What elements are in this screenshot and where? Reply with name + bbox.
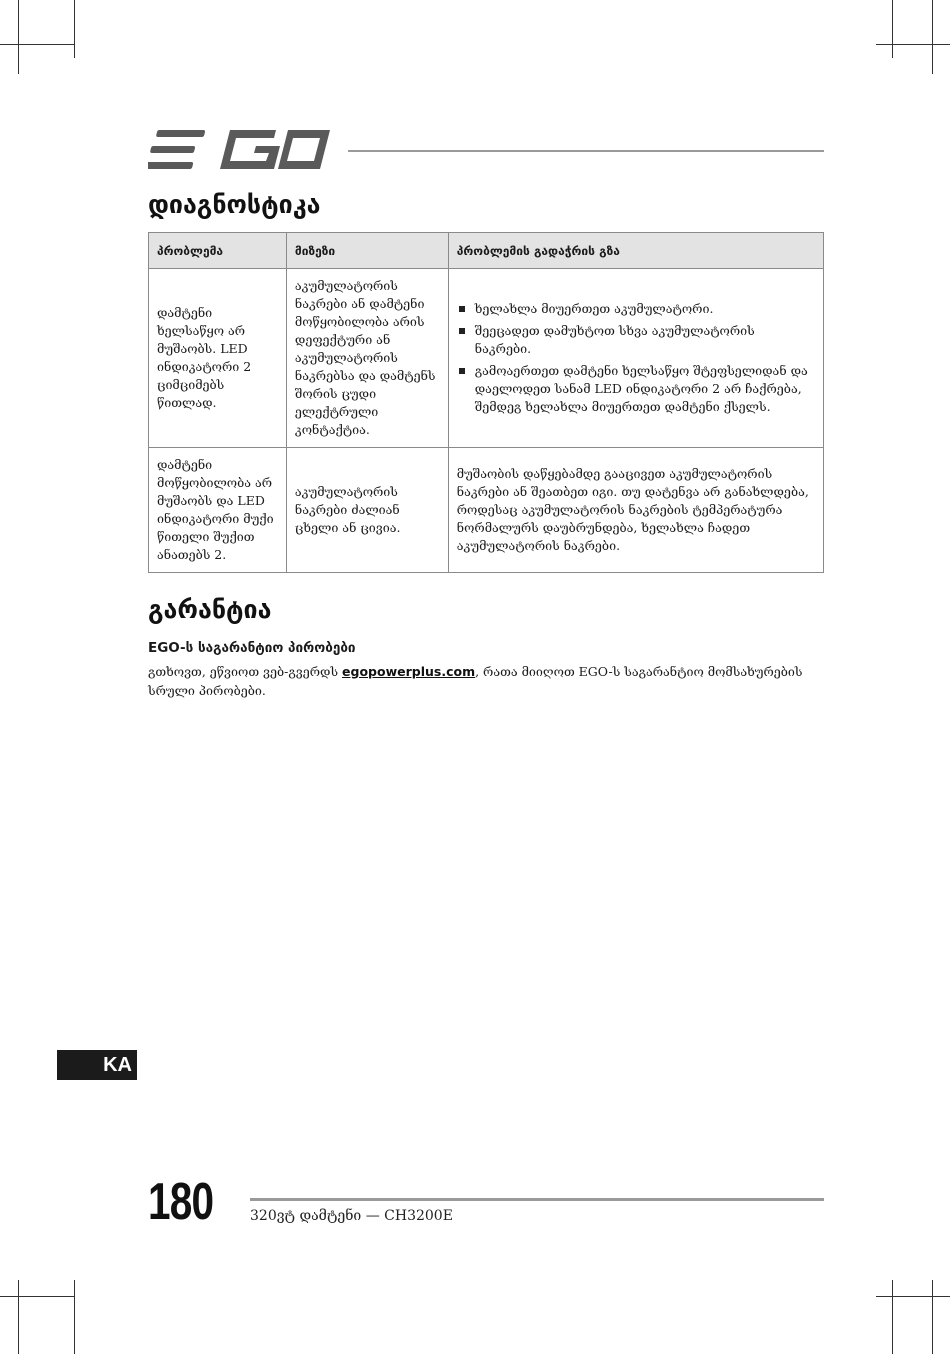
cause-cell: აკუმულატორის ნაკრები ან დამტენი მოწყობილობა არის დეფექტური ან აკუმულატორის ნაკრებსა და დამტენს შორის ცუდი ელექტრული კონტაქტია. (286, 269, 448, 448)
crop-mark (932, 1280, 933, 1354)
language-tab: KA (57, 1050, 137, 1080)
warranty-text (148, 662, 824, 700)
solution-item: შეეცადეთ დამუხტოთ სხვა აკუმულატორის ნაკრები. (457, 322, 815, 358)
solution-item: ხელახლა მიუერთეთ აკუმულატორი. (457, 300, 815, 318)
solution-item: გამოაერთეთ დამტენი ხელსაწყო შტეფსელიდან და დაელოდეთ სანამ LED ინდიკატორი 2 არ ჩაქრება, შემდეგ ხელახლა მიუერთეთ დამტენი ქსელს. (457, 362, 815, 416)
crop-mark (0, 1296, 74, 1297)
warranty-text-after: , რათა მიიღოთ EGO-ს საგარანტიო მომსახურების სრული პირობები. (148, 664, 803, 698)
table-row (149, 448, 824, 573)
solution-cell (448, 269, 823, 448)
header-cause: მიზეზი (286, 233, 448, 269)
crop-mark (876, 44, 950, 45)
problem-cell: დამტენი მოწყობილობა არ მუშაობს და LED ინდიკატორი მუქი წითელი შუქით ანათებს 2. (149, 448, 287, 573)
page-number: 180 (148, 1173, 214, 1231)
ego-logo (148, 128, 332, 176)
warranty-subtitle: EGO-ს საგარანტიო პირობები (148, 640, 356, 656)
warranty-link[interactable]: egopowerplus.com (342, 664, 476, 679)
footer-product: 320ვტ დამტენი — CH3200E (250, 1208, 453, 1224)
header-solution: პრობლემის გადაჭრის გზა (448, 233, 823, 269)
crop-mark (18, 1280, 19, 1354)
crop-mark (74, 1280, 75, 1354)
warranty-text-before: გთხოვთ, ეწვიოთ ვებ-გვერდს (148, 664, 343, 679)
crop-mark (892, 1280, 893, 1354)
diagnostics-table (148, 232, 824, 573)
crop-mark (932, 0, 933, 74)
solution-list (457, 300, 815, 416)
warranty-title: გარანტია (148, 595, 272, 624)
crop-mark (74, 0, 75, 58)
solution-cell: მუშაობის დაწყებამდე გააცივეთ აკუმულატორის ნაკრები ან შეათბეთ იგი. თუ დატენვა არ განახლდება, როდესაც აკუმულატორის ნაკრების ტემპერატურა ნორმალურს დაუბრუნდება, ხელახლა ჩადეთ აკუმულატორის ნაკრები. (448, 448, 823, 573)
problem-cell: დამტენი ხელსაწყო არ მუშაობს. LED ინდიკატორი 2 ციმციმებს წითლად. (149, 269, 287, 448)
diagnostics-title: დიაგნოსტიკა (148, 190, 321, 219)
crop-mark (876, 1296, 950, 1297)
cause-cell: აკუმულატორის ნაკრები ძალიან ცხელი ან ცივია. (286, 448, 448, 573)
footer-rule (250, 1198, 824, 1201)
crop-mark (18, 0, 19, 74)
header-problem: პრობლემა (149, 233, 287, 269)
crop-mark (0, 44, 74, 45)
table-row (149, 269, 824, 448)
table-header-row (149, 233, 824, 269)
crop-mark (892, 0, 893, 58)
header-rule (348, 150, 824, 152)
